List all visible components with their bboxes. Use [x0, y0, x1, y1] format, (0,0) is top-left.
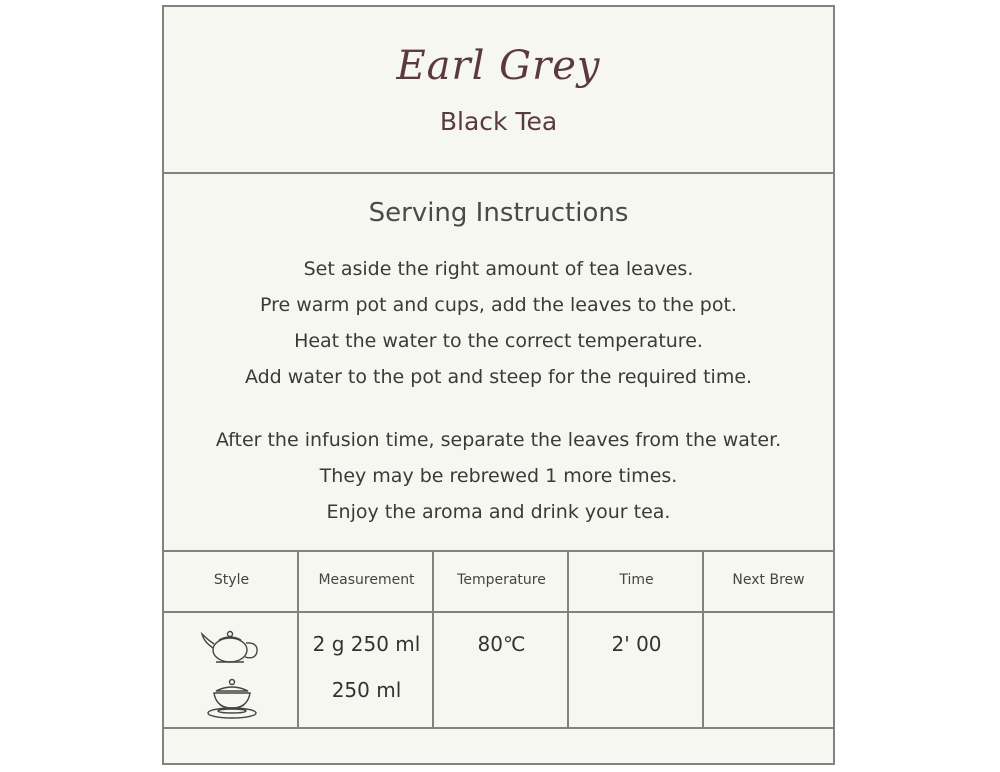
- instruction-step: They may be rebrewed 1 more times.: [319, 465, 678, 487]
- header-temperature: Temperature: [457, 572, 546, 588]
- serving-instructions: [164, 174, 833, 550]
- instruction-step: Add water to the pot and steep for the required time.: [244, 366, 753, 388]
- teapot-icon: [200, 628, 262, 668]
- table-header-row: [164, 552, 833, 613]
- instructions-heading: Serving Instructions: [368, 198, 629, 228]
- instruction-step: Pre warm pot and cups, add the leaves to the pot.: [260, 294, 737, 316]
- temperature-value: 80℃: [477, 632, 526, 656]
- instruction-step: After the infusion time, separate the leaves from the water.: [215, 429, 782, 451]
- measurement-teapot: 2 g 250 ml: [312, 632, 421, 656]
- header-next-brew: Next Brew: [732, 572, 805, 588]
- header-measurement: Measurement: [318, 572, 415, 588]
- tea-card: [162, 5, 835, 765]
- tea-header: [164, 7, 833, 174]
- header-style: Style: [213, 572, 250, 588]
- header-time: Time: [619, 572, 654, 588]
- gaiwan-icon: [204, 677, 260, 723]
- time-value: 2' 00: [611, 632, 662, 656]
- tea-name: Earl Grey: [396, 43, 601, 89]
- table-bottom-border: [164, 727, 833, 729]
- measurement-gaiwan: 250 ml: [331, 678, 402, 702]
- instruction-step: Enjoy the aroma and drink your tea.: [326, 501, 671, 523]
- tea-type: Black Tea: [439, 107, 558, 136]
- instruction-step: Set aside the right amount of tea leaves.: [303, 258, 694, 280]
- instruction-step: Heat the water to the correct temperature.: [294, 330, 703, 352]
